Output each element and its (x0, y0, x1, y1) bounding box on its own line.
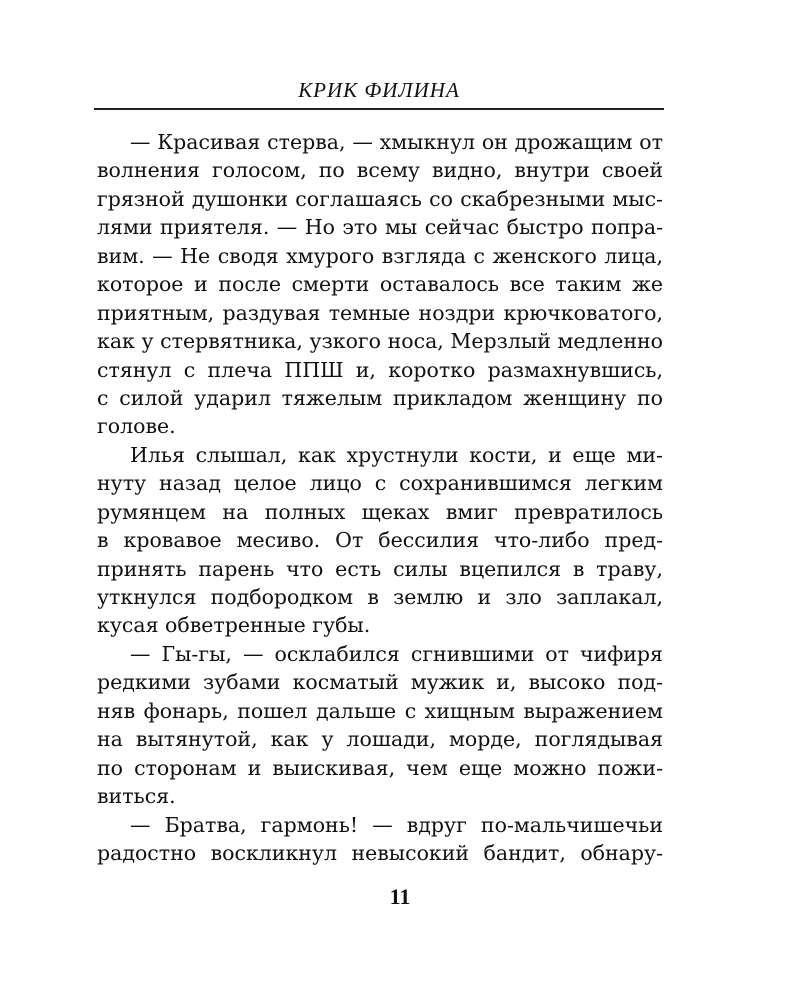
text-line: грязной душонки соглашаясь со скабрезными мыс- (97, 186, 663, 211)
text-line: как у стервятника, узкого носа, Мерзлый медленно (97, 329, 663, 354)
text-line: редкими зубами косматый мужик и, высоко под- (97, 670, 663, 695)
text-line: нуту назад целое лицо с сохранившимся легким (97, 471, 663, 496)
text-line: виться. (97, 784, 176, 809)
text-line: — Братва, гармонь! — вдруг по-мальчишечьи (130, 812, 663, 837)
text-line: волнения голосом, по всему видно, внутри своей (97, 158, 663, 183)
text-line: — Гы-гы, — осклабился сгнившими от чифиря (130, 641, 663, 666)
page-number: 11 (389, 884, 411, 909)
text-line: Илья слышал, как хрустнули кости, и еще ми- (130, 442, 663, 467)
running-header-title: КРИК ФИЛИНА (298, 78, 460, 102)
text-line: вим. — Не сводя хмурого взгляда с женского лица, (97, 243, 663, 268)
text-line: — Красивая стерва, — хмыкнул он дрожащим от (130, 130, 663, 154)
header-rule (94, 108, 664, 110)
text-line: румянцем на полных щеках вмиг превратилось (97, 499, 663, 524)
text-line: уткнулся подбородком в землю и зло заплакал, (97, 585, 663, 609)
text-line: радостно воскликнул невысокий бандит, обнару- (97, 840, 663, 865)
body-text (97, 128, 663, 867)
text-line: принять парень что есть силы вцепился в траву, (97, 556, 663, 581)
text-line: приятным, раздувая темные ноздри крючковатого, (97, 300, 663, 325)
text-line: в кровавое месиво. От бессилия что-либо пред- (97, 528, 663, 553)
text-line: на вытянутой, как у лошади, морде, поглядывая (97, 727, 663, 752)
text-line: которое и после смерти оставалось все таким же (97, 272, 663, 297)
text-line: голове. (97, 414, 176, 439)
text-line: с силой ударил тяжелым прикладом женщину по (97, 385, 663, 410)
text-line: кусая обветренные губы. (97, 613, 371, 638)
text-line: стянул с плеча ППШ и, коротко размахнувшись, (97, 357, 663, 382)
text-line: лями приятеля. — Но это мы сейчас быстро попра- (97, 215, 663, 240)
text-line: няв фонарь, пошел дальше с хищным выражением (97, 698, 663, 723)
text-line: по сторонам и выискивая, чем еще можно пожи- (97, 755, 663, 780)
